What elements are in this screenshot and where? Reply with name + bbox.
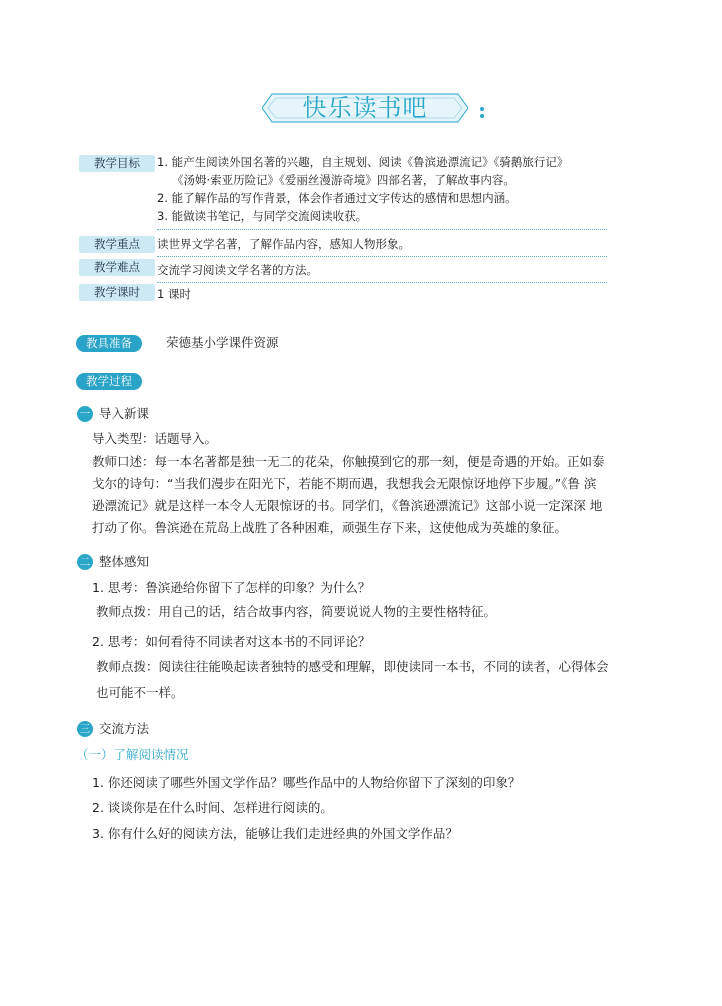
goal-line-4: 3. 能做读书笔记，与同学交流阅读收获。 xyxy=(157,209,368,223)
divider xyxy=(157,282,607,283)
s1-line-4: 逊漂流记》就是这样一本令人无限惊讶的书。同学们，《鲁滨逊漂流记》这部小说一定深深 地 xyxy=(92,498,603,513)
s2-line-1: 1. 思考：鲁滨逊给你留下了怎样的印象？为什么？ xyxy=(92,580,371,595)
page-title: 快乐读书吧 xyxy=(302,94,428,122)
label-hours: 教学课时 xyxy=(79,284,155,301)
hours-text: 1 课时 xyxy=(157,287,191,301)
s2-line-3: 2. 思考：如何看待不同读者对这本书的不同评论？ xyxy=(92,634,371,649)
section-2-badge: 二 xyxy=(77,554,93,570)
section-2-title: 整体感知 xyxy=(99,554,150,569)
s1-line-1: 导入类型：话题导入。 xyxy=(92,431,218,446)
s2-line-5: 也可能不一样。 xyxy=(96,685,184,700)
section-3-subtitle: （一）了解阅读情况 xyxy=(76,747,189,762)
s3-line-3: 3. 你有什么好的阅读方法，能够让我们走进经典的外国文学作品？ xyxy=(92,826,458,841)
s3-line-2: 2. 谈谈你是在什么时间、怎样进行阅读的。 xyxy=(92,800,333,815)
section-3-title: 交流方法 xyxy=(99,721,150,736)
section-1-title: 导入新课 xyxy=(99,406,150,421)
label-key-point: 教学重点 xyxy=(79,236,155,253)
s2-line-4: 教师点拨：阅读往往能唤起读者独特的感受和理解，即使读同一本书，不同的读者，心得体会 xyxy=(96,659,609,674)
goal-line-1: 1. 能产生阅读外国名著的兴趣，自主规划、阅读《鲁滨逊漂流记》《骑鹅旅行记》 xyxy=(157,155,569,169)
s3-line-1: 1. 你还阅读了哪些外国文学作品？哪些作品中的人物给你留下了深刻的印象？ xyxy=(92,775,521,790)
s1-line-5: 打动了你。鲁滨逊在荒岛上战胜了各种困难，顽强生存下来，这使他成为英雄的象征。 xyxy=(92,520,568,535)
pill-teaching-process: 教学过程 xyxy=(76,373,142,390)
title-banner xyxy=(262,92,468,124)
s1-line-3: 戈尔的诗句：“当我们漫步在阳光下，若能不期而遇，我想我会无限惊讶地停下步履。”《鲁 滨 xyxy=(92,476,597,491)
section-3-badge: 三 xyxy=(77,721,93,737)
divider xyxy=(157,256,607,257)
difficulty-text: 交流学习阅读文学名著的方法。 xyxy=(157,263,318,277)
goal-line-2: 《汤姆·索亚历险记》《爱丽丝漫游奇境》四部名著，了解故事内容。 xyxy=(172,173,515,187)
teaching-aids-text: 荣德基小学课件资源 xyxy=(166,335,279,350)
label-teaching-goal: 教学目标 xyxy=(79,155,155,172)
divider xyxy=(157,229,607,230)
s2-line-2: 教师点拨：用自己的话，结合故事内容，简要说说人物的主要性格特征。 xyxy=(96,604,497,619)
s1-line-2: 教师口述：每一本名著都是独一无二的花朵，你触摸到它的那一刻，便是奇遇的开始。正如泰 xyxy=(92,454,605,469)
goal-line-3: 2. 能了解作品的写作背景，体会作者通过文字传达的感情和思想内涵。 xyxy=(157,191,517,205)
key-point-text: 读世界文学名著，了解作品内容，感知人物形象。 xyxy=(157,237,410,251)
section-1-badge: 一 xyxy=(77,406,93,422)
pill-teaching-aids: 教具准备 xyxy=(76,335,142,352)
label-difficulty: 教学难点 xyxy=(79,259,155,276)
title-dots-icon xyxy=(478,106,488,120)
